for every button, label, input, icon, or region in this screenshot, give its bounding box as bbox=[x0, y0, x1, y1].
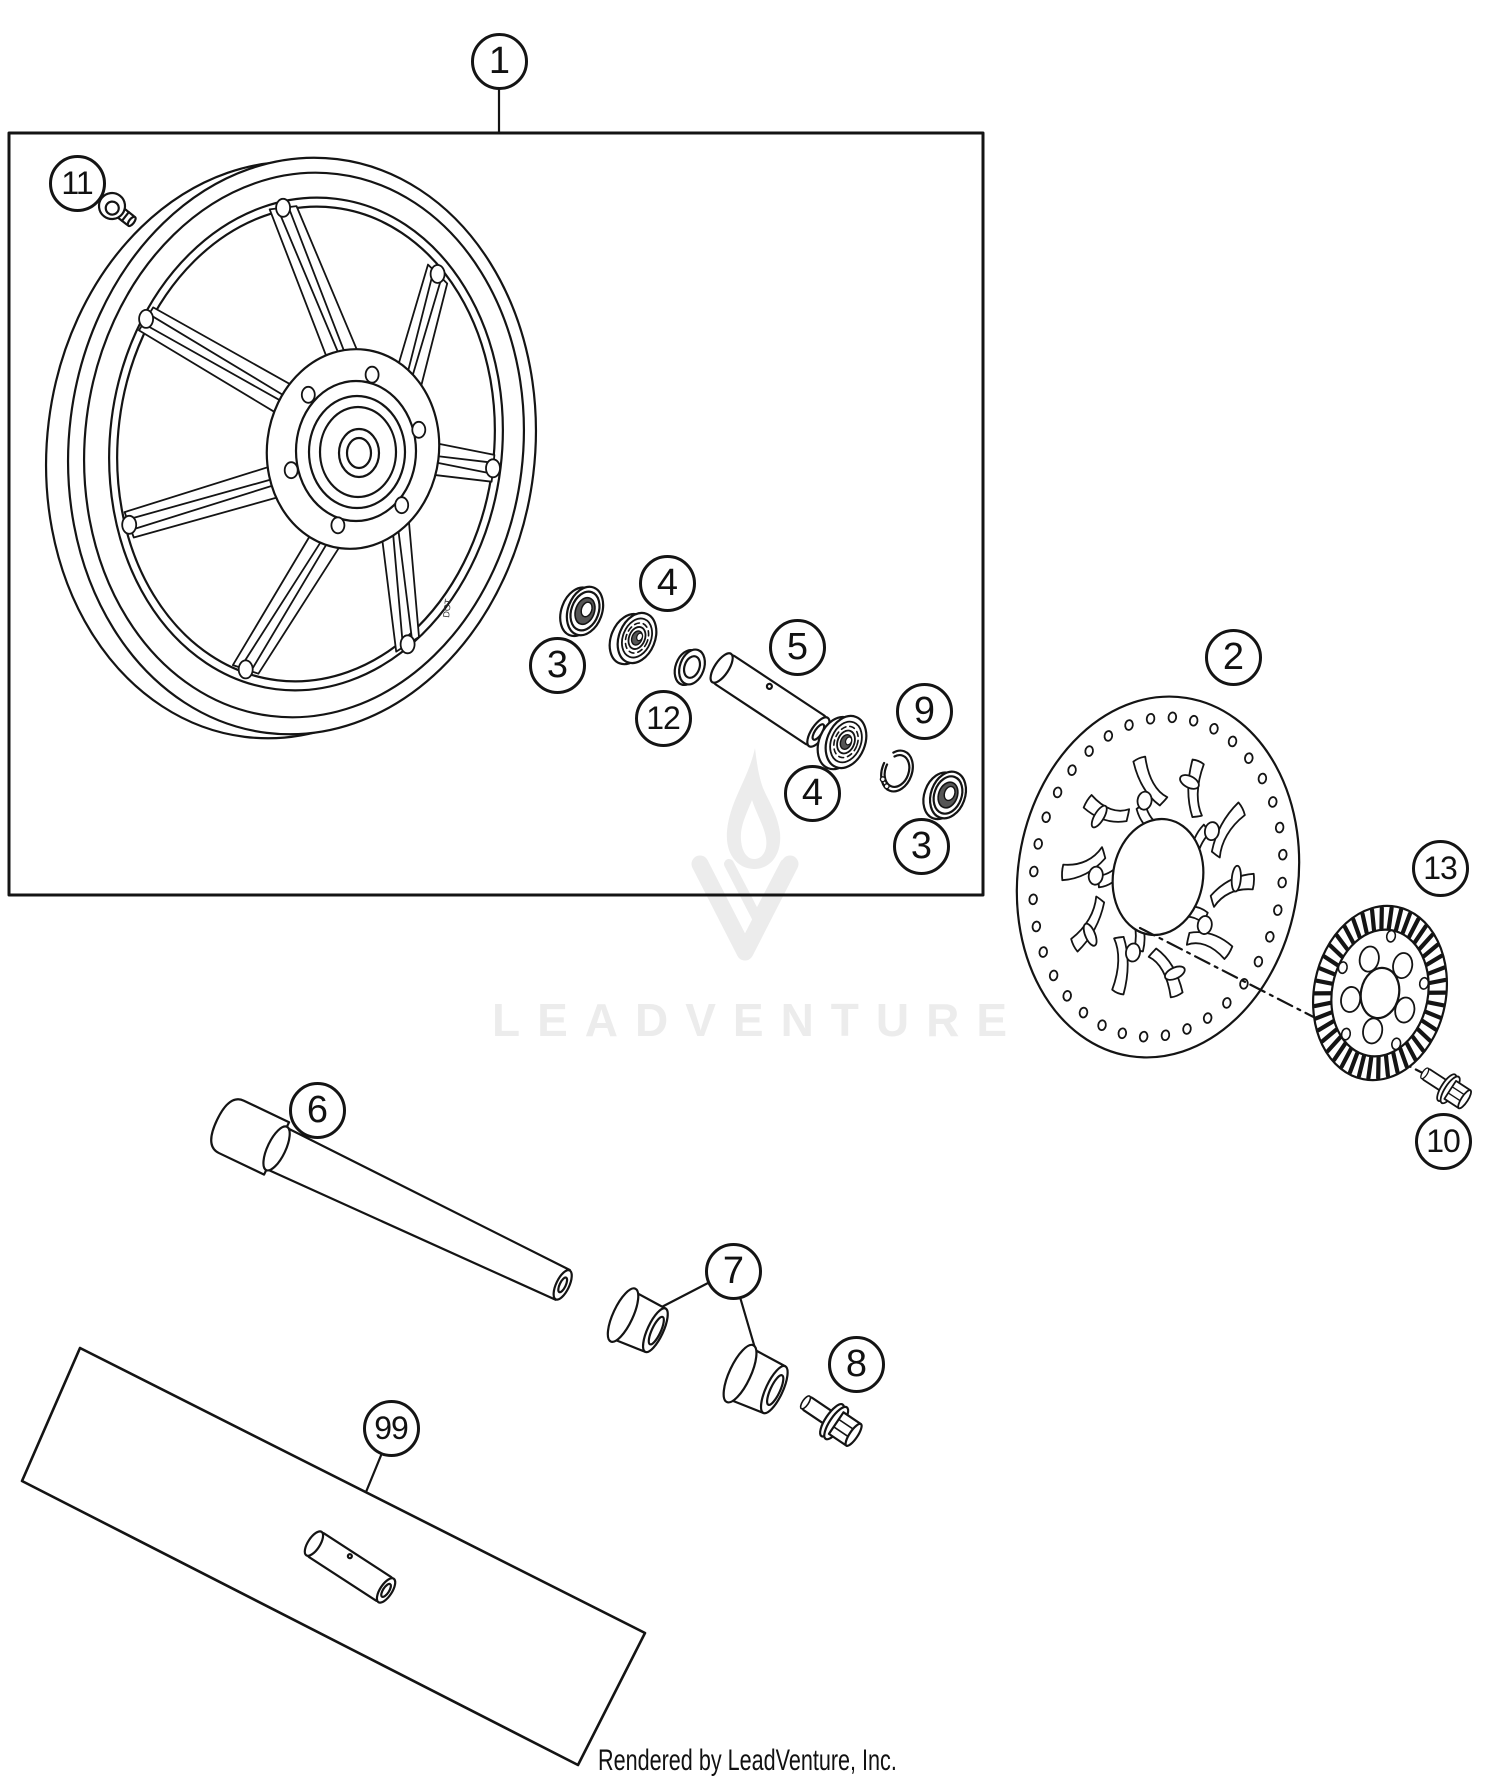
kit-spacer-tube-illustration bbox=[301, 1529, 398, 1606]
callout-axle-spacers[interactable]: 7 bbox=[705, 1243, 762, 1300]
front-axle-illustration bbox=[205, 1094, 582, 1314]
callout-seal-right[interactable]: 3 bbox=[893, 818, 950, 875]
brake-disc-illustration bbox=[991, 676, 1324, 1078]
callout-disc-bolt[interactable]: 10 bbox=[1415, 1113, 1472, 1170]
axle-bolt-illustration bbox=[792, 1385, 867, 1453]
abs-sensor-ring-illustration bbox=[1298, 894, 1461, 1092]
rim-dot-marking: DOT bbox=[441, 598, 454, 619]
callout-wheel-repair-kit[interactable]: 99 bbox=[363, 1400, 420, 1457]
callout-snap-ring[interactable]: 9 bbox=[896, 683, 953, 740]
axle-spacer-left-illustration bbox=[602, 1285, 675, 1360]
callout-brake-disc[interactable]: 2 bbox=[1205, 629, 1262, 686]
seal-right-illustration bbox=[917, 765, 972, 827]
callout-bearing-right[interactable]: 4 bbox=[784, 765, 841, 822]
seal-left-illustration bbox=[554, 580, 610, 643]
callout-abs-sensor-ring[interactable]: 13 bbox=[1412, 840, 1469, 897]
callout-seal-left[interactable]: 3 bbox=[529, 637, 586, 694]
callout-front-axle[interactable]: 6 bbox=[289, 1082, 346, 1139]
axle-spacer-right-illustration bbox=[717, 1341, 795, 1422]
disc-bolt-illustration bbox=[1414, 1059, 1476, 1114]
render-credit-text: Rendered by LeadVenture, Inc. bbox=[598, 1742, 897, 1777]
callout-rim-valve[interactable]: 11 bbox=[49, 155, 106, 212]
repair-kit-box bbox=[22, 1348, 645, 1765]
callout-bearing-left[interactable]: 4 bbox=[639, 555, 696, 612]
bearing-left-illustration bbox=[603, 605, 664, 673]
callout-axle-bolt[interactable]: 8 bbox=[828, 1336, 885, 1393]
snap-ring-illustration bbox=[876, 746, 919, 796]
watermark-brand-text: LEADVENTURE bbox=[492, 994, 1025, 1046]
front-wheel-illustration bbox=[14, 131, 569, 765]
callout-spacer-tube[interactable]: 5 bbox=[769, 619, 826, 676]
spacer-ring-illustration bbox=[670, 645, 709, 690]
callout-spacer-ring[interactable]: 12 bbox=[635, 690, 692, 747]
callout-front-wheel[interactable]: 1 bbox=[471, 33, 528, 90]
